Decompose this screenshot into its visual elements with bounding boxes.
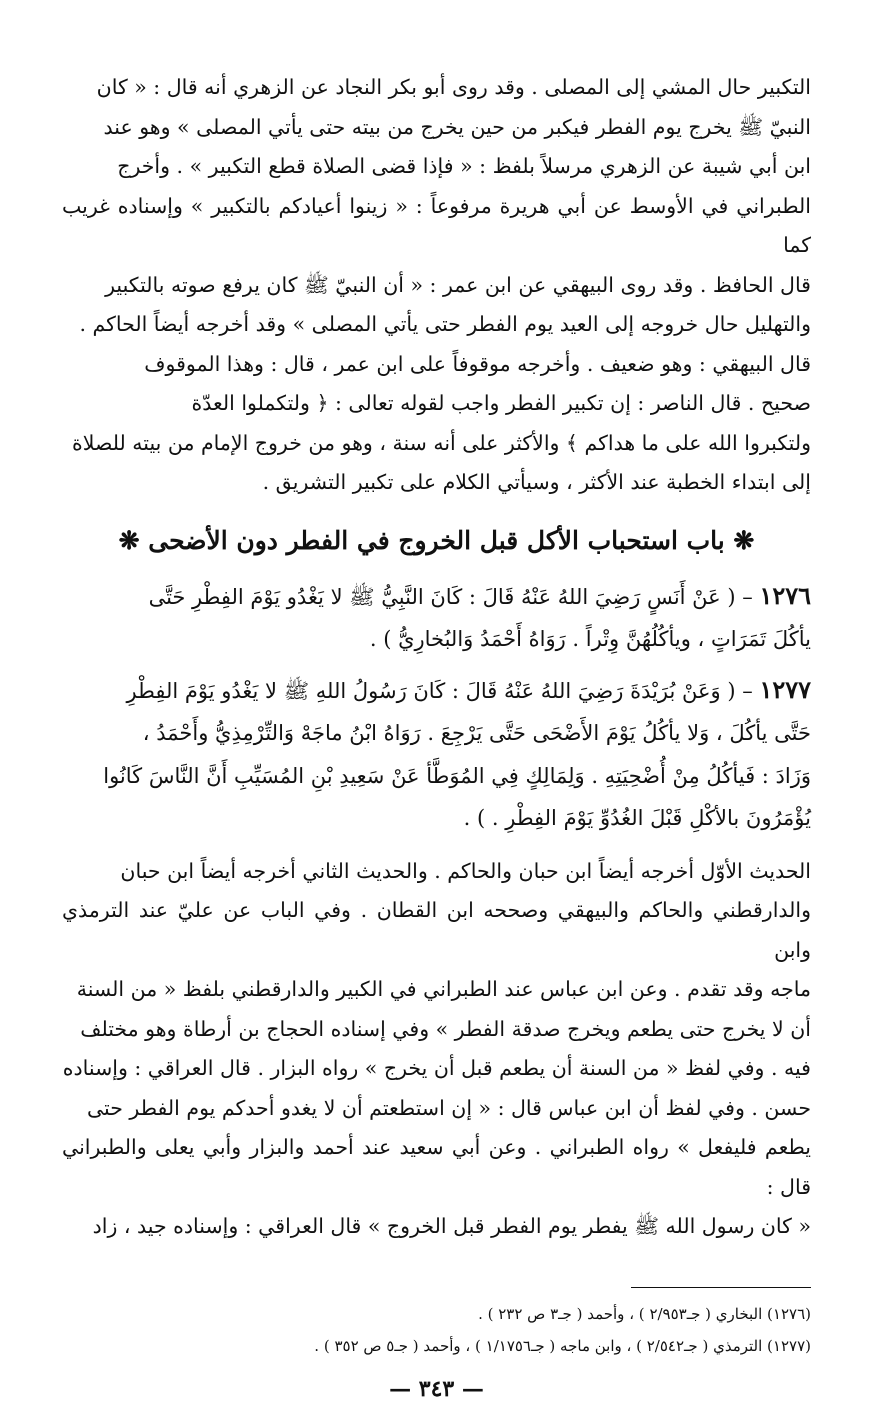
- text-line: النبيّ ﷺ يخرج يوم الفطر فيكبر من حين يخرج من بيته حتى يأتي المصلى » وهو عند: [103, 114, 811, 139]
- text-line: الطبراني في الأوسط عن أبي هريرة مرفوعاً : « زينوا أعيادكم بالتكبير » وإسناده غريب كما: [62, 193, 811, 257]
- hadith-line: [62, 669, 811, 713]
- hadith-line: [62, 575, 811, 619]
- footnote: (١٢٧٧) الترمذي ( جـ٢/٥٤٢ ) ، وابن ماجه ( جـ١/١٧٥٦ ) ، وأحمد ( جـ٥ ص ٣٥٢ ) .: [314, 1336, 811, 1355]
- text-line: فيه . وفي لفظ « من السنة أن يطعم قبل أن يخرج » رواه البزار . قال العراقي : وإسناده: [62, 1056, 811, 1080]
- text-line: التكبير حال المشي إلى المصلى . وقد روى أبو بكر النجاد عن الزهري أنه قال : « كان: [96, 75, 811, 99]
- hadith-text: – ( عَنْ أَنَسٍ رَضِيَ اللهُ عَنْهُ قَالَ : كَانَ النَّبِيُّ ﷺ لا يَغْدُو يَوْمَ الفِطْرِ حَتَّى: [148, 584, 753, 609]
- hadith-line: يأكُلَ تَمَرَاتٍ ، ويأكُلُهُنَّ وِتْراً . رَوَاهُ أَحْمَدُ وَالبُخارِيُّ ) .: [369, 627, 811, 651]
- text-line: قال الحافظ . وقد روى البيهقي عن ابن عمر : « أن النبيّ ﷺ كان يرفع صوته بالتكبير: [105, 272, 811, 297]
- hadith-1276: [62, 575, 811, 661]
- page-number: — ٣٤٣ —: [389, 1375, 484, 1402]
- text-line: صحيح . قال الناصر : إن تكبير الفطر واجب لقوله تعالى : ﴿ ولتكملوا العدّة: [191, 391, 811, 415]
- text-line: يطعم فليفعل » رواه الطبراني . وعن أبي سعيد عند أحمد والبزار وأبي يعلى والطبراني قال :: [62, 1135, 811, 1199]
- text-line: إلى ابتداء الخطبة عند الأكثر ، وسيأتي الكلام على تكبير التشريق .: [262, 470, 811, 494]
- text-line: أن لا يخرج حتى يطعم ويخرج صدقة الفطر » وفي إسناده الحجاج بن أرطاة وهو مختلف: [80, 1016, 811, 1041]
- commentary-paragraph: [62, 852, 811, 1247]
- hadith-1277: [62, 669, 811, 840]
- hadith-text: – ( وَعَنْ بُرَيْدَةَ رَضِيَ اللهُ عَنْهُ قَالَ : كَانَ رَسُولُ اللهِ ﷺ لا يَغْدُو يَوْمَ الفِطْرِ: [126, 678, 753, 703]
- hadith-number: ١٢٧٧: [759, 674, 811, 704]
- text-line: « كان رسول الله ﷺ يفطر يوم الفطر قبل الخروج » قال العراقي : وإسناده جيد ، زاد: [92, 1214, 811, 1238]
- hadith-line: وَزَادَ : فَيأكُلُ مِنْ أُضْحِيَتِهِ . وَلِمَالِكٍ فِي المُوَطَّأ عَنْ سَعِيدِ بْنِ المُسَيِّبِ أَنَّ النَّاسَ كَانُوا: [103, 763, 811, 788]
- text-line: قال البيهقي : وهو ضعيف . وأخرجه موقوفاً على ابن عمر ، قال : وهذا الموقوف: [144, 351, 811, 376]
- footnotes: [62, 1298, 811, 1362]
- text-line: الحديث الأوّل أخرجه أيضاً ابن حبان والحاكم . والحديث الثاني أخرجه أيضاً ابن حبان: [120, 858, 811, 883]
- footnote: (١٢٧٦) البخاري ( جـ٢/٩٥٣ ) ، وأحمد ( جـ٣ ص ٢٣٢ ) .: [478, 1304, 811, 1323]
- chapter-heading: ❋ باب استحباب الأكل قبل الخروج في الفطر دون الأضحى ❋: [118, 525, 755, 555]
- text-line: والتهليل حال خروجه إلى العيد يوم الفطر حتى يأتي المصلى » وقد أخرجه أيضاً الحاكم .: [79, 312, 811, 336]
- footnote-divider: [631, 1287, 811, 1288]
- hadith-line: يُؤْمَرُونَ بالأكْلِ قَبْلَ الغُدُوِّ يَوْمَ الفِطْرِ . ) .: [463, 806, 811, 830]
- hadith-number: ١٢٧٦: [759, 580, 811, 610]
- text-line: والدارقطني والحاكم والبيهقي وصححه ابن القطان . وفي الباب عن عليّ عند الترمذي وابن: [62, 898, 811, 962]
- intro-paragraph: [62, 68, 811, 503]
- text-line: ابن أبي شيبة عن الزهري مرسلاً بلفظ : « فإذا قضى الصلاة قطع التكبير » . وأخرج: [117, 154, 811, 178]
- text-line: ولتكبروا الله على ما هداكم ﴾ والأكثر على أنه سنة ، وهو من خروج الإمام من بيته للصلاة: [71, 430, 811, 455]
- hadith-line: حَتَّى يأكُلَ ، وَلا يأكُلُ يَوْمَ الأَضْحَى حَتَّى يَرْجِعَ . رَوَاهُ ابْنُ ماجَهْ وَالتِّرْمِذِيُّ وأَحْمَدُ ،: [142, 721, 811, 745]
- text-line: حسن . وفي لفظ أن ابن عباس قال : « إن استطعتم أن لا يغدو أحدكم يوم الفطر حتى: [86, 1095, 811, 1120]
- text-line: ماجه وقد تقدم . وعن ابن عباس عند الطبراني في الكبير والدارقطني بلفظ « من السنة: [76, 977, 811, 1001]
